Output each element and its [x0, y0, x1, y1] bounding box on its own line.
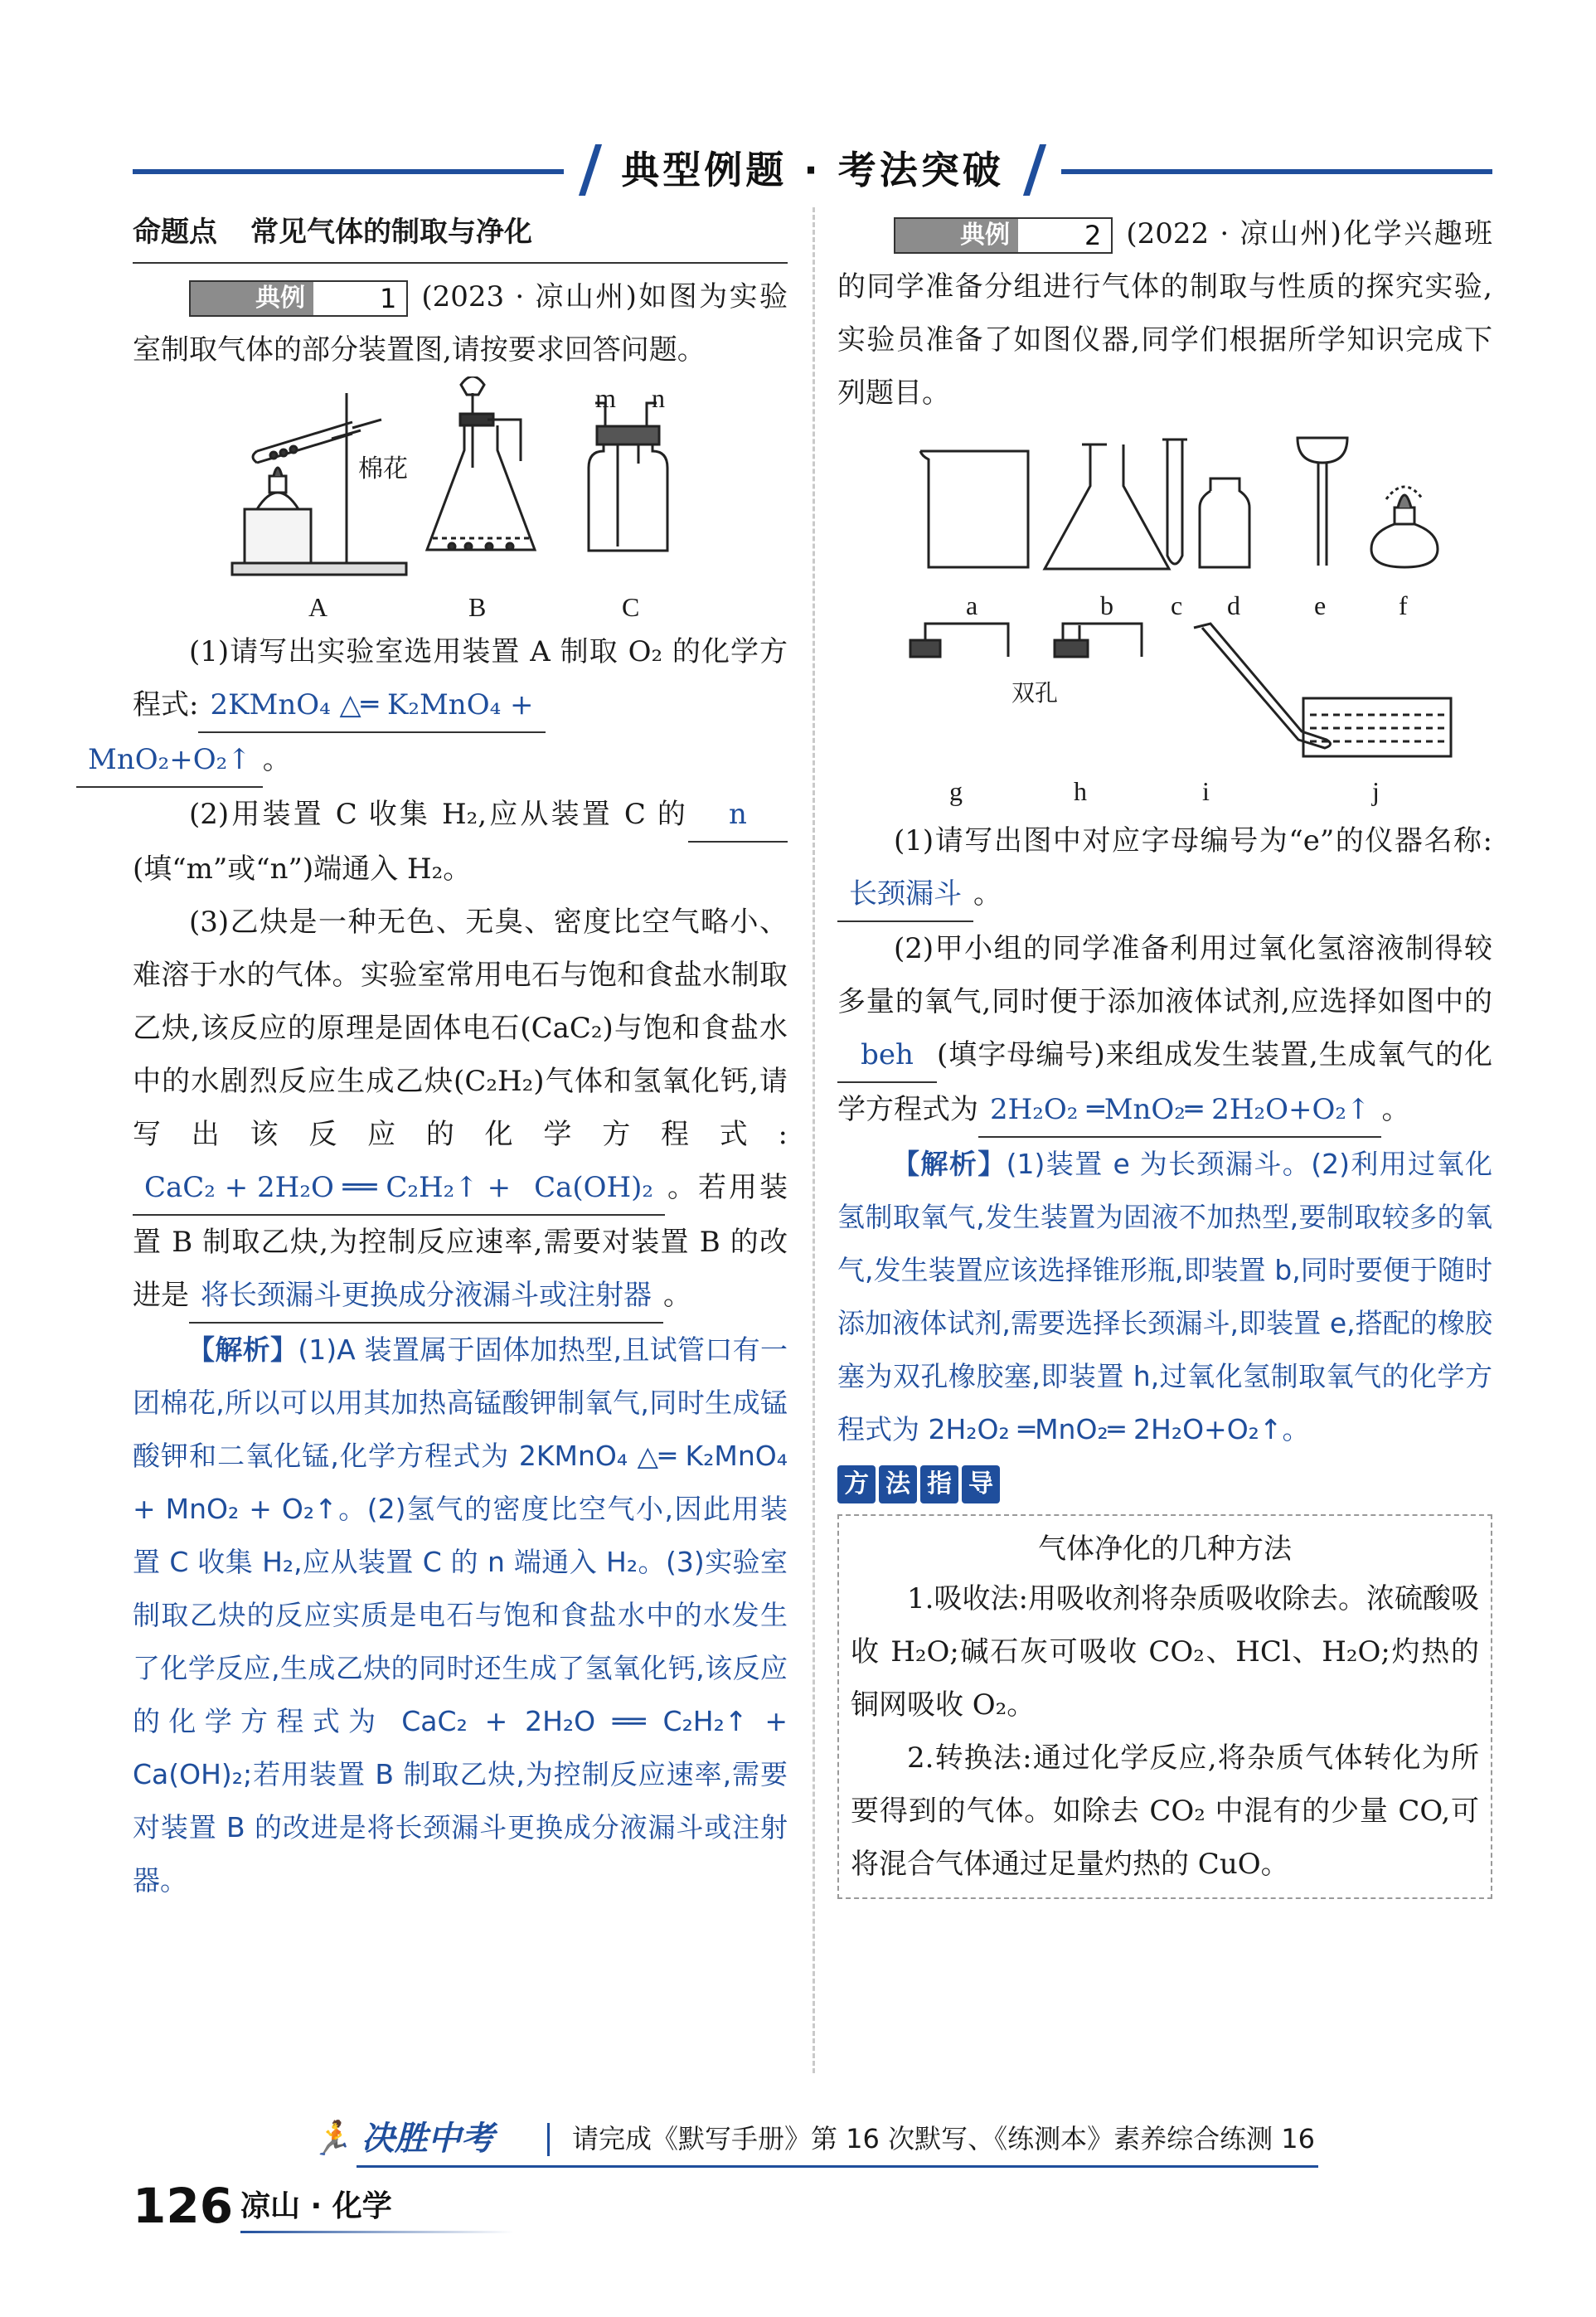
apparatus-drawing	[133, 376, 788, 625]
label-d: d	[1227, 590, 1240, 620]
footer-separator	[547, 2123, 550, 2156]
label-n: n	[652, 383, 665, 413]
method-1: 1.吸收法:用吸收剂将杂质吸收除去。浓硫酸吸收 H₂O;碱石灰可吸收 CO₂、HCl、H₂O;灼热的铜网吸收 O₂。	[851, 1582, 1479, 1722]
header-rule-right	[1061, 169, 1492, 174]
answer-2: n	[688, 788, 788, 843]
section-header	[133, 141, 1492, 199]
instrument-figure	[837, 433, 1492, 814]
topic-heading	[133, 207, 788, 264]
question-3: (3)乙炔是一种无色、无臭、密度比空气略小、难溶于水的气体。实验室常用电石与饱和食盐水制取乙炔,该反应的原理是固体电石(CaC₂)与饱和食盐水中的水剧烈反应生成乙炔(C₂H₂)气体和氢氧化钙,请写出该反应的化学方程式:CaC₂ + 2H₂O ══ C₂H₂↑ + Ca(OH)₂ 。若用装置 B 制取乙炔,为控制反应速率,需要对装置 B 的改进是 将长颈漏斗更换成分液漏斗或注射器 。	[133, 896, 788, 1324]
answer-2-1: 长颈漏斗	[837, 867, 973, 922]
analysis-2: 【解析】(1)装置 e 为长颈漏斗。(2)利用过氧化氢制取氧气,发生装置为固液不加热型,要制取较多的氧气,发生装置应该选择锥形瓶,即装置 b,同时要便于随时添加液体试剂,需要选择长颈漏斗,即装置 e,搭配的橡胶塞为双孔橡胶塞,即装置 h,过氧化氢制取氧气的化学方程式为 2H₂O₂ ═MnO₂═ 2H₂O+O₂↑。	[837, 1148, 1493, 1445]
method-2: 2.转换法:通过化学反应,将杂质气体转化为所要得到的气体。如除去 CO₂ 中混有的少量 CO,可将混合气体通过足量灼热的 CuO。	[851, 1741, 1479, 1881]
answer-1b: MnO₂+O₂↑	[76, 733, 263, 788]
question-2: (2)用装置 C 收集 H₂,应从装置 C 的 n(填“m”或“n”)端通入 H₂。	[133, 788, 788, 896]
label-cotton: 棉花	[358, 454, 408, 483]
label-A: A	[308, 592, 328, 622]
topic-label: 命题点	[133, 216, 217, 249]
answer-3b: Ca(OH)₂	[522, 1161, 665, 1216]
answer-2-2a: beh	[837, 1028, 937, 1083]
label-a: a	[966, 590, 978, 620]
question-2-1: (1)请写出图中对应字母编号为“e”的仪器名称:长颈漏斗 。	[837, 814, 1492, 922]
question-1: (1)请写出实验室选用装置 A 制取 O₂ 的化学方程式: 2KMnO₄ △═ K₂MnO₄ + MnO₂+O₂↑ 。	[133, 625, 788, 788]
analysis-label: 【解析】	[187, 1333, 298, 1366]
column-divider	[813, 207, 815, 2073]
label-c: c	[1171, 590, 1183, 620]
label-B: B	[468, 592, 487, 622]
label-h: h	[1074, 776, 1087, 806]
apparatus-figure-abc	[133, 376, 788, 625]
label-i: i	[1202, 776, 1210, 806]
footer-underline	[357, 2165, 1318, 2168]
section-title: 典型例题 · 考法突破	[621, 148, 1004, 192]
label-j: j	[1372, 776, 1380, 806]
label-C: C	[622, 592, 640, 622]
label-g: g	[949, 776, 963, 806]
method-title: 气体净化的几种方法	[1038, 1533, 1292, 1566]
instrument-drawing	[837, 433, 1492, 814]
topic-title: 常见气体的制取与净化	[250, 216, 532, 249]
analysis-1: 【解析】(1)A 装置属于固体加热型,且试管口有一团棉花,所以可以用其加热高锰酸钾制氧气,同时生成锰酸钾和二氧化锰,化学方程式为 2KMnO₄ △═ K₂MnO₄ + MnO₂ + O₂↑。(2)氢气的密度比空气小,因此用装置 C 收集 H₂,应从装置 C 的 n 端通入 H₂。(3)实验室制取乙炔的反应实质是电石与饱和食盐水中的水发生了化学反应,生成乙炔的同时还生成了氢氧化钙,该反应的化学方程式为 CaC₂ + 2H₂O ══ C₂H₂↑ + Ca(OH)₂;若用装置 B 制取乙炔,为控制反应速率,需要对装置 B 的改进是将长颈漏斗更换成分液漏斗或注射器。	[133, 1333, 788, 1897]
question-2-2: (2)甲小组的同学准备利用过氧化氢溶液制得较多量的氧气,同时便于添加液体试剂,应选择如图中的beh (填字母编号)来组成发生装置,生成氧气的化学方程式为 2H₂O₂ ═MnO₂═ 2H₂O+O₂↑ 。	[837, 922, 1492, 1138]
example-2-intro: 典例 2 (2022 · 凉山州)化学兴趣班的同学准备分组进行气体的制取与性质的探究实验,实验员准备了如图仪器,同学们根据所学知识完成下列题目。	[837, 217, 1492, 410]
answer-3a: CaC₂ + 2H₂O ══ C₂H₂↑ +	[133, 1161, 522, 1216]
answer-1a: 2KMnO₄ △═ K₂MnO₄ +	[198, 678, 545, 733]
header-rule-left	[133, 169, 564, 174]
footer-banner	[307, 2106, 1318, 2171]
method-guide-tag: 方 法 指 导	[837, 1465, 1000, 1503]
analysis-label-2: 【解析】	[892, 1148, 1007, 1180]
label-e: e	[1314, 590, 1327, 620]
label-double-hole: 双孔	[1011, 679, 1059, 707]
page-subtitle-rule	[240, 2231, 514, 2233]
label-m: m	[595, 383, 616, 413]
right-column	[837, 207, 1492, 1899]
label-b: b	[1100, 590, 1113, 620]
label-f: f	[1399, 590, 1408, 620]
brand-logo: 🏃 决胜中考	[307, 2106, 531, 2171]
page-number: 126	[133, 2178, 234, 2234]
example-1-intro: 典例 1 (2023 · 凉山州)如图为实验室制取气体的部分装置图,请按要求回答问题。	[133, 280, 788, 367]
footer-message: 请完成《默写手册》第 16 次默写、《练测本》素养综合练测 16	[572, 2123, 1315, 2154]
method-box	[837, 1514, 1492, 1899]
left-column	[88, 207, 788, 1907]
answer-3c: 将长颈漏斗更换成分液漏斗或注射器	[189, 1269, 663, 1324]
example-tag-2: 典例 2	[894, 217, 1113, 254]
page-subtitle: 凉山 · 化学	[240, 2189, 392, 2223]
answer-2-2b: 2H₂O₂ ═MnO₂═ 2H₂O+O₂↑	[978, 1083, 1381, 1138]
runner-icon: 🏃	[311, 2120, 352, 2158]
example-tag-1: 典例 1	[189, 280, 408, 317]
